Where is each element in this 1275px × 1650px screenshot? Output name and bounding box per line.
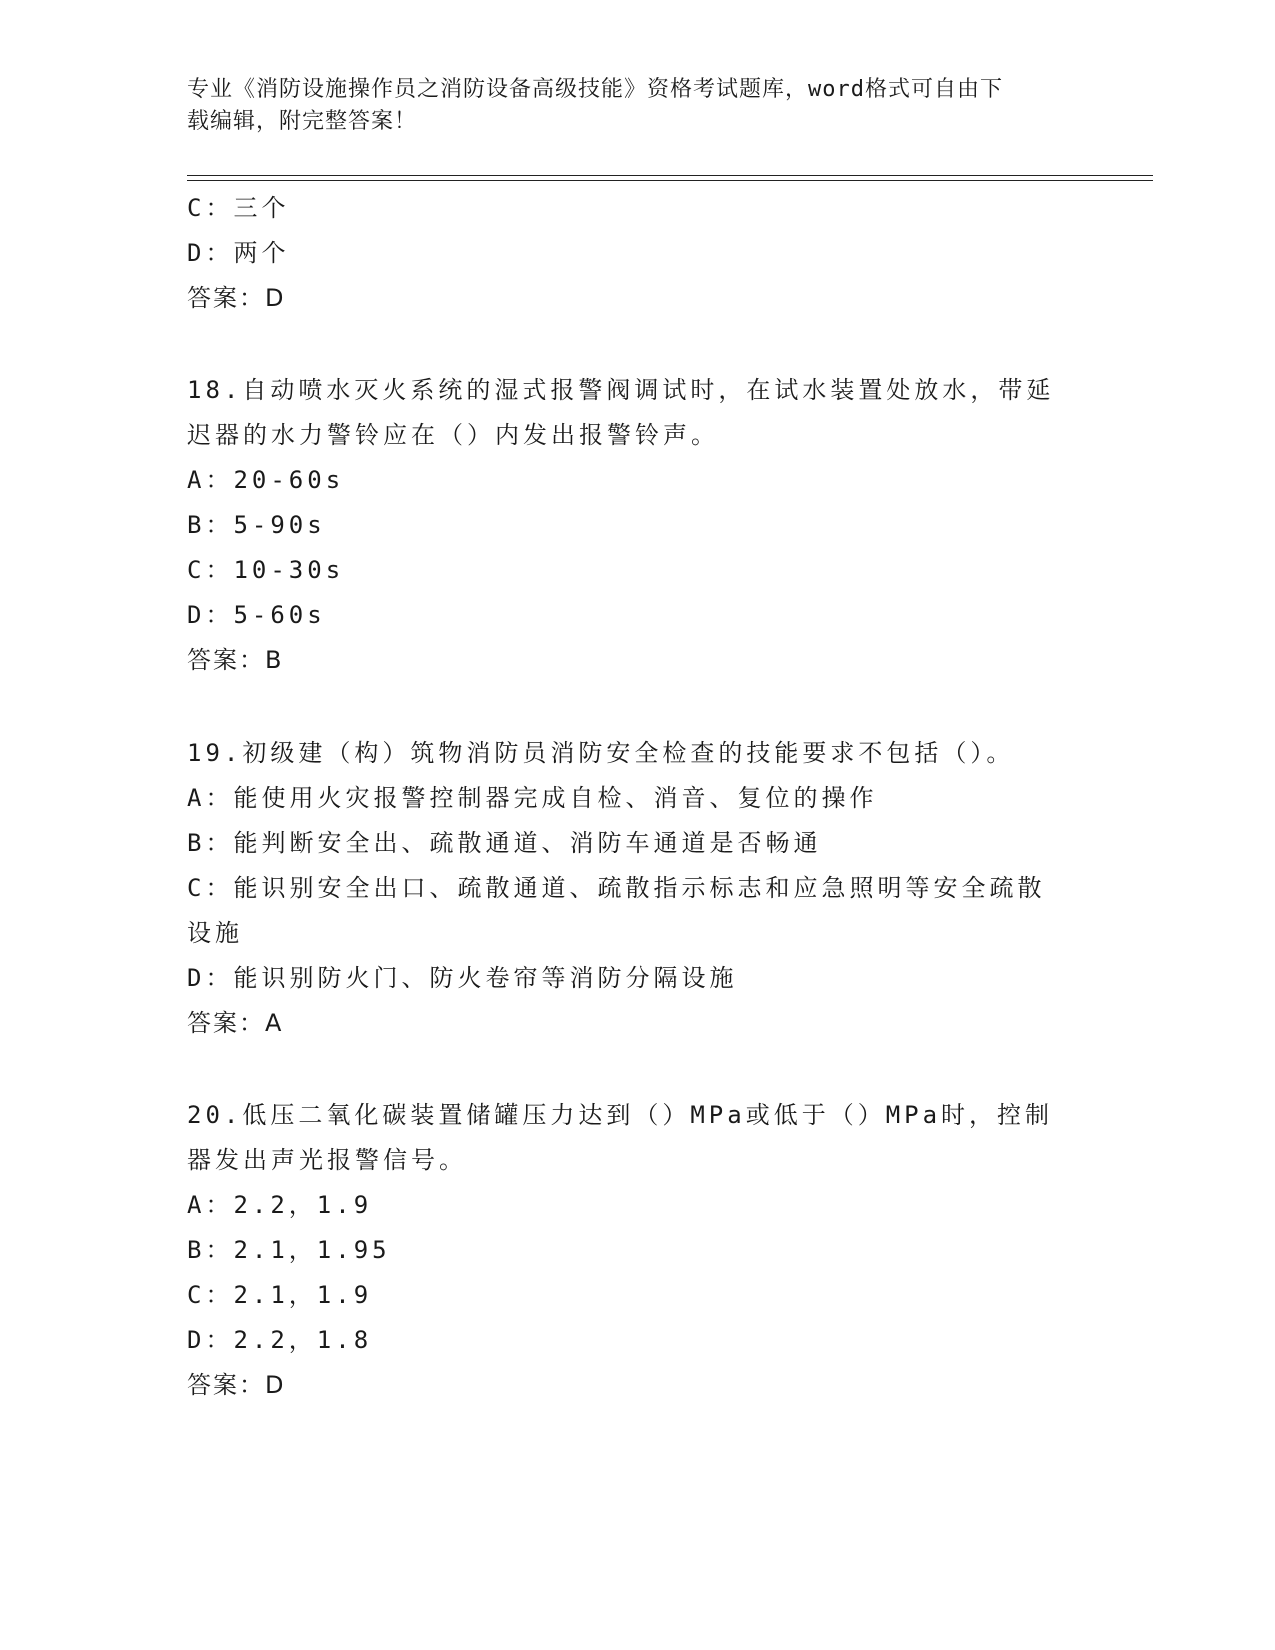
q19-option-c-line-1: C：能识别安全出口、疏散通道、疏散指示标志和应急照明等安全疏散: [187, 874, 1046, 902]
q18-stem-line-1: 18.自动喷水灭火系统的湿式报警阀调试时，在试水装置处放水，带延: [187, 376, 1055, 404]
header-divider-top: [187, 175, 1153, 176]
q20-stem-line-1: 20.低压二氧化碳装置储罐压力达到（）MPa或低于（）MPa时，控制: [187, 1101, 1054, 1129]
q18-option-d: D：5-60s: [187, 601, 326, 629]
q20-option-b: B：2.1，1.95: [187, 1236, 391, 1264]
q19-option-d: D：能识别防火门、防火卷帘等消防分隔设施: [187, 964, 738, 992]
header-divider-bottom: [187, 180, 1153, 181]
q17-option-d: D：两个: [187, 239, 290, 267]
q19-option-c-line-2: 设施: [187, 919, 243, 947]
q17-answer: 答案：D: [187, 284, 286, 312]
q18-option-a: A：20-60s: [187, 466, 345, 494]
q17-option-c: C：三个: [187, 194, 290, 222]
q20-stem-line-2: 器发出声光报警信号。: [187, 1146, 467, 1174]
q19-option-b: B：能判断安全出、疏散通道、消防车通道是否畅通: [187, 829, 822, 857]
q20-option-c: C：2.1，1.9: [187, 1281, 373, 1309]
q18-stem-line-2: 迟器的水力警铃应在（）内发出报警铃声。: [187, 421, 719, 449]
q18-answer: 答案：B: [187, 646, 284, 674]
q18-option-c: C：10-30s: [187, 556, 345, 584]
q20-option-a: A：2.2，1.9: [187, 1191, 373, 1219]
q18-option-b: B：5-90s: [187, 511, 326, 539]
q20-answer: 答案：D: [187, 1371, 286, 1399]
document-header: [187, 74, 1067, 138]
q19-stem-line-1: 19.初级建（构）筑物消防员消防安全检查的技能要求不包括（）。: [187, 739, 1015, 767]
q19-option-a: A：能使用火灾报警控制器完成自检、消音、复位的操作: [187, 784, 878, 812]
q19-answer: 答案：A: [187, 1009, 284, 1037]
header-line-2: 载编辑，附完整答案！: [187, 109, 418, 134]
q20-option-d: D：2.2，1.8: [187, 1326, 373, 1354]
header-line-1: 专业《消防设施操作员之消防设备高级技能》资格考试题库，word格式可自由下: [187, 77, 1003, 102]
